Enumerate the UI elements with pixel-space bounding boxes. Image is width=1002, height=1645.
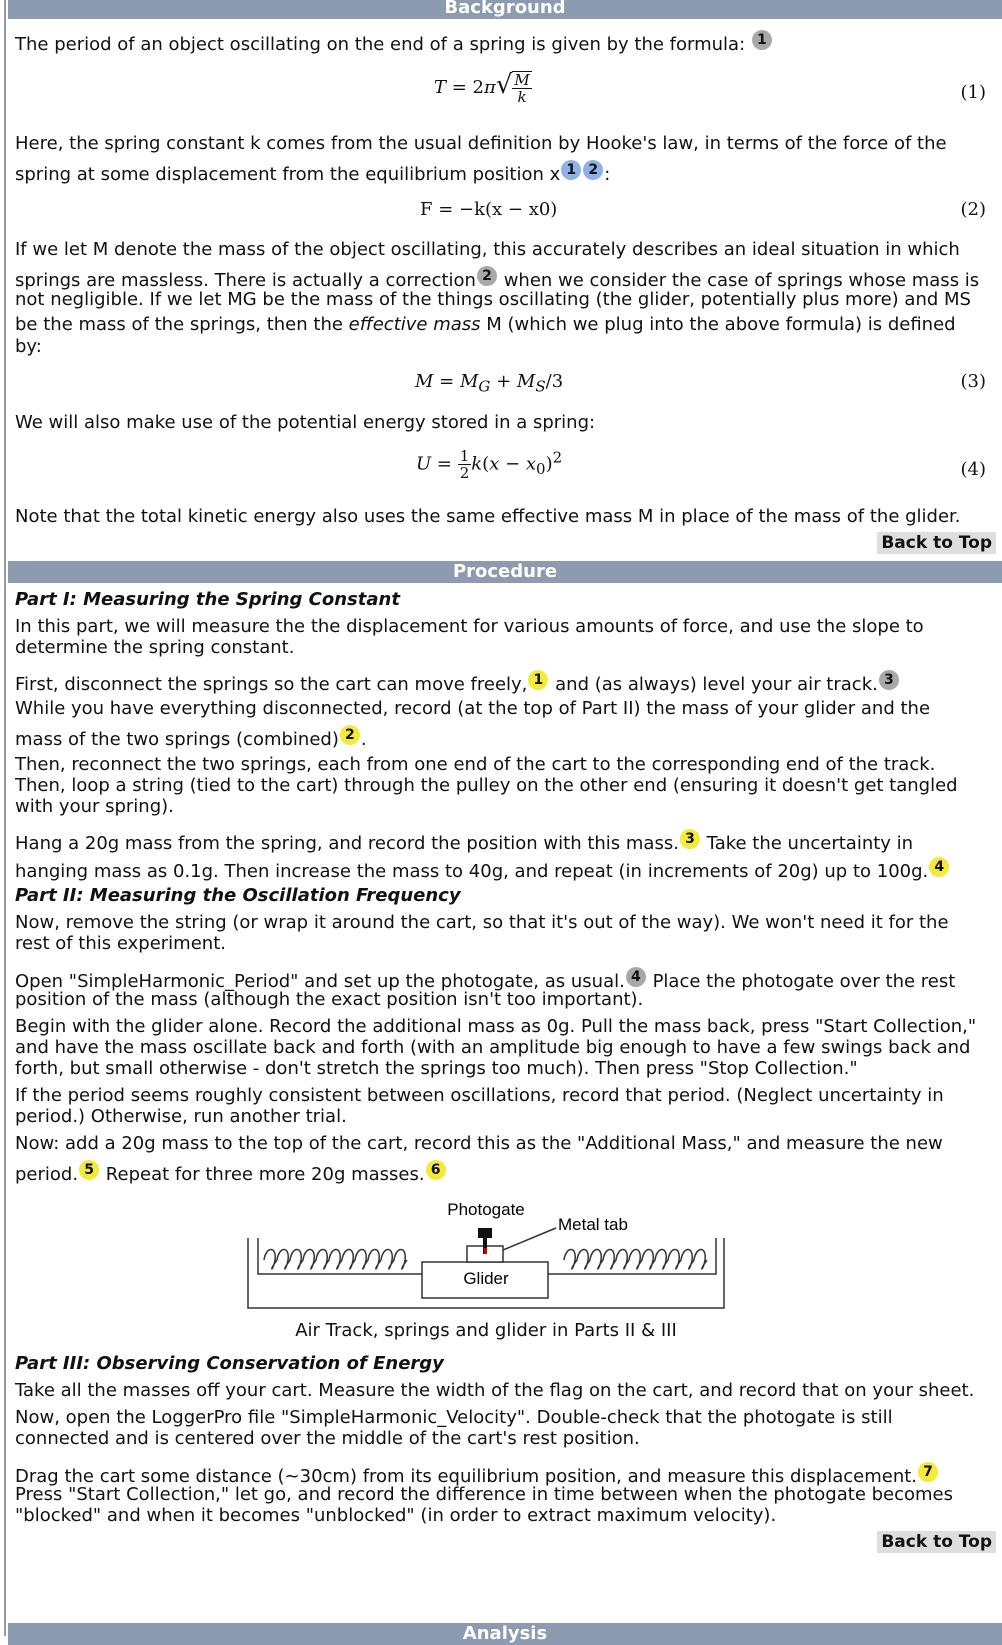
equation-4: U = $\frac{1}{2}$ $k(x - x_0)^2$ [416,447,563,482]
paragraph-line: spring at some displacement from the equilibrium position x 1 2 : [15,162,611,185]
part-title: Part II: Measuring the Oscillation Frequency [15,885,461,906]
text: Drag the cart some distance (~30cm) from its equilibrium position, and measure this displacement. [15,1466,918,1487]
section-header-procedure: Procedure [8,561,1002,583]
spring-right [564,1250,707,1270]
paragraph-line: "blocked" and when it becomes "unblocked" (in order to extract maximum velocity). [15,1505,777,1526]
text: be the mass of the springs, then the [15,314,343,335]
step-badge[interactable]: 2 [340,725,360,745]
paragraph-line: While you have everything disconnected, record (at the top of Part II) the mass of your glider and the [15,698,931,719]
footnote-badge[interactable]: 3 [879,670,899,690]
text: and (as always) level your air track. [555,674,878,695]
paragraph-line: Here, the spring constant k comes from the usual definition by Hooke's law, in terms of the force of the [15,133,947,154]
equation-number: (2) [960,199,986,220]
equation-number: (3) [960,371,986,392]
metal-tab [484,1248,487,1254]
step-badge[interactable]: 7 [918,1462,938,1482]
footnote-badge[interactable]: 4 [626,967,646,987]
paragraph [15,30,995,56]
step-badge[interactable]: 5 [79,1160,99,1180]
text: mass of the two springs (combined) [15,729,339,750]
paragraph-line: rest of this experiment. [15,933,226,954]
paragraph-line [15,1160,995,1186]
footnote-badge[interactable]: 1 [752,30,772,50]
back-to-top-link[interactable]: Back to Top [877,532,996,554]
intro-text: The period of an object oscillating on the end of a spring is given by the formula: [15,34,746,55]
step-badge[interactable]: 4 [929,857,949,877]
paragraph-line: position of the mass (although the exact position isn't too important). [15,989,644,1010]
text: spring at some displacement from the equilibrium position x [15,164,561,185]
metal-tab-pointer [503,1228,556,1250]
equation-number: (1) [960,82,986,103]
equation-3: $M = M_G + M_S/3$ [415,371,564,396]
footnote-badge[interactable]: 1 [561,160,581,180]
equation-1: T = 2π√ $\frac{M}{k}$ [434,70,530,106]
metal-tab-label: Metal tab [558,1215,628,1234]
paragraph-line: Now: add a 20g mass to the top of the cart, record this as the "Additional Mass," and measure the new [15,1133,943,1154]
glider-label: Glider [463,1269,509,1288]
paragraph-line [15,670,995,696]
paragraph-line: Begin with the glider alone. Record the additional mass as 0g. Pull the mass back, press "Start Collection," [15,1016,977,1037]
paragraph-line: We will also make use of the potential energy stored in a spring: [15,412,596,433]
paragraph-line: period.) Otherwise, run another trial. [15,1106,347,1127]
photogate-label: Photogate [447,1200,525,1219]
footnote-badge[interactable]: 2 [583,160,603,180]
text: Open "SimpleHarmonic_Period" and set up the photogate, as usual. [15,971,625,992]
part-title: Part I: Measuring the Spring Constant [15,589,400,610]
back-to-top-link[interactable]: Back to Top [877,1531,996,1553]
text: Hang a 20g mass from the spring, and record the position with this mass. [15,833,679,854]
equation-number: (4) [960,459,986,480]
text: Repeat for three more 20g masses. [105,1164,425,1185]
diagram-caption: Air Track, springs and glider in Parts II & III [295,1320,677,1341]
paragraph-line [15,857,995,883]
paragraph-line: with your spring). [15,796,174,817]
paragraph-line: If the period seems roughly consistent between oscillations, record that period. (Neglect uncertainty in [15,1085,944,1106]
text: Take the uncertainty in [706,833,914,854]
text: First, disconnect the springs so the cart can move freely, [15,674,528,695]
step-badge[interactable]: 1 [528,670,548,690]
text: Place the photogate over the rest [652,971,956,992]
section-header-analysis: Analysis [8,1623,1002,1645]
paragraph-line: Press "Start Collection," let go, and record the difference in time between when the photogate becomes [15,1484,954,1505]
paragraph-line: not negligible. If we let MG be the mass of the things oscillating (the glider, potentially plus more) and MS [15,289,971,310]
step-badge[interactable]: 6 [426,1160,446,1180]
part-title: Part III: Observing Conservation of Energy [15,1353,444,1374]
paragraph-line: mass of the two springs (combined) 2 . [15,727,367,750]
footnote-badge[interactable]: 2 [477,266,497,286]
paragraph-line: Take all the masses off your cart. Measure the width of the flag on the cart, and record that on your sheet. [15,1380,975,1401]
spring-left [264,1250,407,1270]
text: M (which we plug into the above formula) is defined [486,314,956,335]
text: springs are massless. There is actually a correction [15,270,476,291]
equation-2: F = −k(x − x0) [420,199,558,220]
text: hanging mass as 0.1g. Then increase the mass to 40g, and repeat (in increments of 20g) up to 100g. [15,861,929,882]
paragraph-line: Note that the total kinetic energy also uses the same effective mass M in place of the mass of the glider. [15,506,961,527]
paragraph-line: Now, open the LoggerPro file "SimpleHarmonic_Velocity". Double-check that the photogate is still [15,1407,893,1428]
document-page [4,0,1002,1644]
section-header-background: Background [8,0,1002,19]
paragraph-line [15,829,995,855]
photogate-head [478,1228,492,1238]
paragraph-line: by: [15,336,42,357]
text: when we consider the case of springs whose mass is [503,270,980,291]
air-track-diagram [246,1198,731,1318]
paragraph-line [15,314,995,336]
paragraph-line: and have the mass oscillate back and forth (with an amplitude big enough to have a few swings back and [15,1037,971,1058]
paragraph-line: In this part, we will measure the the displacement for various amounts of force, and use the slope to [15,616,924,637]
paragraph-line: Then, reconnect the two springs, each from one end of the cart to the corresponding end of the track. [15,754,936,775]
paragraph-line: Now, remove the string (or wrap it around the cart, so that it's out of the way). We won't need it for the [15,912,949,933]
paragraph-line: determine the spring constant. [15,637,295,658]
text: period. [15,1164,79,1185]
paragraph-line: forth, but small otherwise - don't stretch the springs too much). Then press "Stop Collection." [15,1058,858,1079]
emphasis: effective mass [348,314,481,335]
paragraph-line: connected and is centered over the middle of the cart's rest position. [15,1428,640,1449]
step-badge[interactable]: 3 [680,829,700,849]
paragraph-line: Then, loop a string (tied to the cart) through the pulley on the other end (ensuring it doesn't get tangled [15,775,958,796]
paragraph-line: If we let M denote the mass of the object oscillating, this accurately describes an ideal situation in which [15,239,960,260]
